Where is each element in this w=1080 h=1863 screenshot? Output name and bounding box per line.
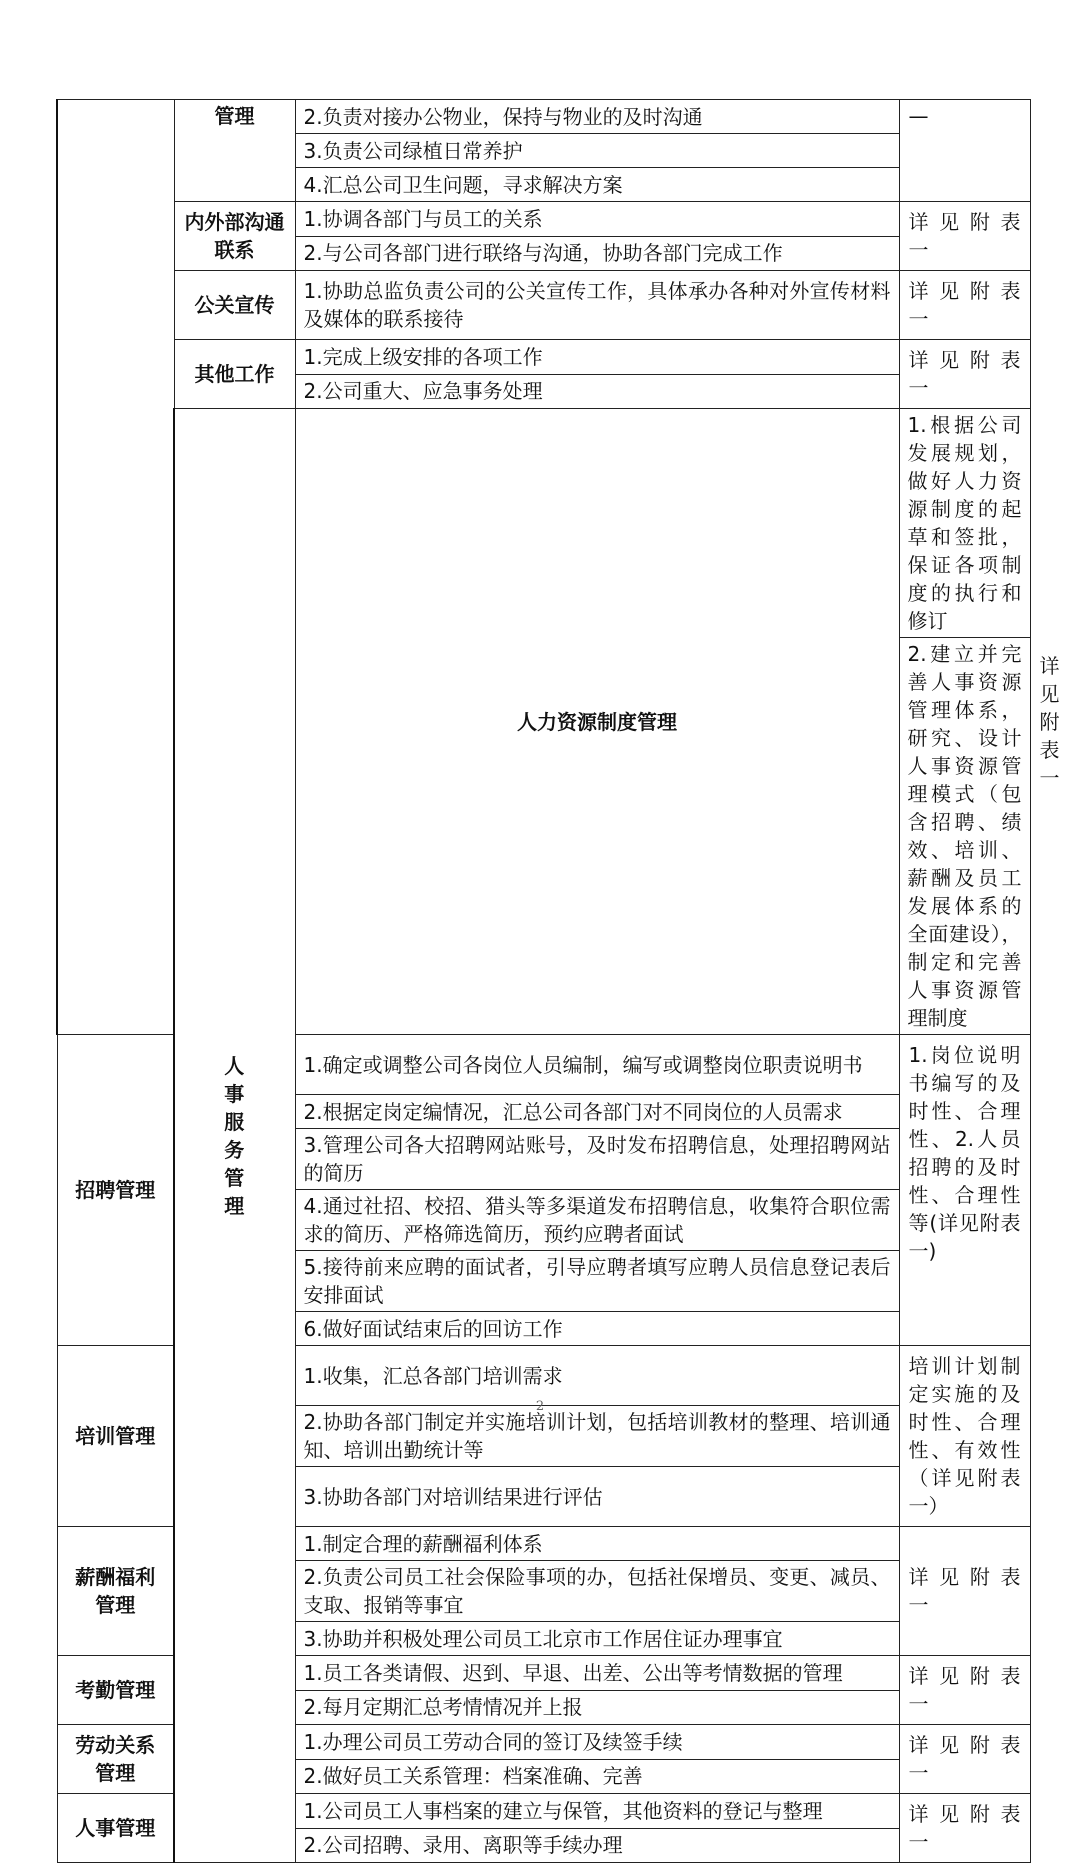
category-recruit: 招聘管理 (57, 1035, 174, 1346)
standard-salary: 详 见 附 表 一 (899, 1527, 1030, 1656)
standard-training: 培训计划制定实施的及时性、合理性、有效性（详见附表一） (899, 1346, 1030, 1527)
category-other: 其他工作 (174, 340, 295, 409)
duty-item: 1.完成上级安排的各项工作 (295, 340, 899, 375)
standard-attendance: 详 见 附 表 一 (899, 1656, 1030, 1725)
duty-item: 3.管理公司各大招聘网站账号，及时发布招聘信息，处理招聘网站的简历 (295, 1129, 899, 1190)
duty-item: 1.制定合理的薪酬福利体系 (295, 1527, 899, 1561)
category-personnel: 人事管理 (57, 1794, 174, 1863)
standard-recruit: 1.岗位说明书编写的及时性、合理性、2.人员招聘的及时性、合理性等(详见附表一) (899, 1035, 1030, 1346)
duty-item: 1.确定或调整公司各岗位人员编制，编写或调整岗位职责说明书 (295, 1035, 899, 1095)
duty-item: 6.做好面试结束后的回访工作 (295, 1312, 899, 1346)
standard-communication: 详 见 附 表 一 (899, 202, 1030, 271)
standard-labor: 详 见 附 表 一 (899, 1725, 1030, 1794)
duty-item: 1.协助总监负责公司的公关宣传工作，具体承办各种对外宣传材料及媒体的联系接待 (295, 271, 899, 340)
section-cell-admin (57, 100, 174, 1035)
category-pr: 公关宣传 (174, 271, 295, 340)
duty-item: 2.公司重大、应急事务处理 (295, 374, 899, 409)
duty-item: 4.汇总公司卫生问题，寻求解决方案 (295, 168, 899, 202)
standard-pr: 详 见 附 表 一 (899, 271, 1030, 340)
duty-item: 1.收集，汇总各部门培训需求 (295, 1346, 899, 1406)
duty-item: 1.员工各类请假、迟到、早退、出差、公出等考情数据的管理 (295, 1656, 899, 1691)
duty-table: 管理 2.负责对接办公物业，保持与物业的及时沟通 — 3.负责公司绿植日常养护 4.汇总公司卫生问题，寻求解决方案 内外部沟通联系 1.协调各部门与员工的关系 详 见 附 表 一 2.与公司各部门进行联络与沟通，协助各部门完成工作 公关宣传 1.协助总监负责公司的公关宣传工作，具体承办各种对外宣传材料及媒体的联系接待 详 见 附 表 一 其他工作 1.完成上级安排的各项工作 详 见 附 表 一 2.公司重大、应急事务处理 人事服务管理 人力资源制度管理 1.根据公司发展规划，做好人力资源制度的起草和签批，保证各项制度的执行和修订 详 见 附 表 一 2.建立并完善人事资源管理体系，研究、设计人事资源管理模式（包含招聘、绩效、培训、薪酬及员工发展体系的全面建设），制定和完善人事资源管理制度 招聘管理 1.确定或调整公司各岗位人员编制，编写或调整岗位职责说明书 1.岗位说明书编写的及时性、合理性、2.人员招聘的及时性、合理性等(详见附表一) 2.根据定岗定编情况，汇总公司各部门对不同岗位的人员需求 3.管理公司各大招聘网站账号，及时发布招聘信息，处理招聘网站的简历 4.通过社招、校招、猎头等多渠道发布招聘信息，收集符合职位需求的简历、严格筛选简历，预约应聘者面试 5.接待前来应聘的面试者，引导应聘者填写应聘人员信息登记表后安排面试 6.做好面试结束后的回访工作 培训管理 1.收集，汇总各部门培训需求 培训计划制定实施的及时性、合理性、有效性（详见附表一） 2.协助各部门制定并实施培训计划，包括培训教材的整理、培训通知、培训出勤统计等 3.协助各部门对培训结果进行评估 薪酬福利管理 1.制定合理的薪酬福利体系 详 见 附 表 一 2.负责公司员工社会保险事项的办，包括社保增员、变更、减员、支取、报销等事宜 3.协助并积极处理公司员工北京市工作居住证办理事宜 考勤管理 1.员工各类请假、迟到、早退、出差、公出等考情数据的管理 详 见 附 表 一 2.每月定期汇总考情情况并上报 劳动关系管理 1.办理公司员工劳动合同的签订及续签手续 详 见 附 表 一 2.做好员工关系管理：档案准确、完善 人事管理 1.公司员工人事档案的建立与保管，其他资料的登记与整理 详 见 附 表 一 2.公司招聘、录用、离职等手续办理 (56, 99, 1031, 1863)
duty-item: 2.每月定期汇总考情情况并上报 (295, 1690, 899, 1725)
duty-item: 2.根据定岗定编情况，汇总公司各部门对不同岗位的人员需求 (295, 1095, 899, 1129)
category-training: 培训管理 (57, 1346, 174, 1527)
category-property: 管理 (174, 100, 295, 202)
category-communication: 内外部沟通联系 (174, 202, 295, 271)
standard-personnel: 详 见 附 表 一 (899, 1794, 1030, 1863)
duty-item: 2.负责对接办公物业，保持与物业的及时沟通 (295, 100, 899, 134)
duty-item: 2.做好员工关系管理：档案准确、完善 (295, 1759, 899, 1794)
duty-item: 1.协调各部门与员工的关系 (295, 202, 899, 237)
duty-item: 2.负责公司员工社会保险事项的办，包括社保增员、变更、减员、支取、报销等事宜 (295, 1561, 899, 1622)
section-title-hr: 人事服务管理 (174, 409, 295, 1863)
category-salary: 薪酬福利管理 (57, 1527, 174, 1656)
standard-other: 详 见 附 表 一 (899, 340, 1030, 409)
duty-item: 4.通过社招、校招、猎头等多渠道发布招聘信息，收集符合职位需求的简历、严格筛选简历，预约应聘者面试 (295, 1190, 899, 1251)
duty-item: 2.协助各部门制定并实施培训计划，包括培训教材的整理、培训通知、培训出勤统计等 (295, 1406, 899, 1467)
category-hr-system: 人力资源制度管理 (295, 409, 899, 1035)
duty-item: 3.协助各部门对培训结果进行评估 (295, 1467, 899, 1527)
duty-item: 1.根据公司发展规划，做好人力资源制度的起草和签批，保证各项制度的执行和修订 (899, 409, 1030, 638)
duty-item: 1.办理公司员工劳动合同的签订及续签手续 (295, 1725, 899, 1760)
category-attendance: 考勤管理 (57, 1656, 174, 1725)
duty-item: 2.建立并完善人事资源管理体系，研究、设计人事资源管理模式（包含招聘、绩效、培训、薪酬及员工发展体系的全面建设），制定和完善人事资源管理制度 (899, 638, 1030, 1035)
duty-item: 3.负责公司绿植日常养护 (295, 134, 899, 168)
standard-property: — (899, 100, 1030, 202)
page-number: 2 (535, 1399, 545, 1414)
category-labor: 劳动关系管理 (57, 1725, 174, 1794)
duty-item: 5.接待前来应聘的面试者，引导应聘者填写应聘人员信息登记表后安排面试 (295, 1251, 899, 1312)
duty-item: 2.与公司各部门进行联络与沟通，协助各部门完成工作 (295, 236, 899, 271)
duty-item: 2.公司招聘、录用、离职等手续办理 (295, 1828, 899, 1863)
duty-item: 1.公司员工人事档案的建立与保管，其他资料的登记与整理 (295, 1794, 899, 1829)
duty-table-page (56, 99, 1060, 1863)
duty-item: 3.协助并积极处理公司员工北京市工作居住证办理事宜 (295, 1622, 899, 1656)
